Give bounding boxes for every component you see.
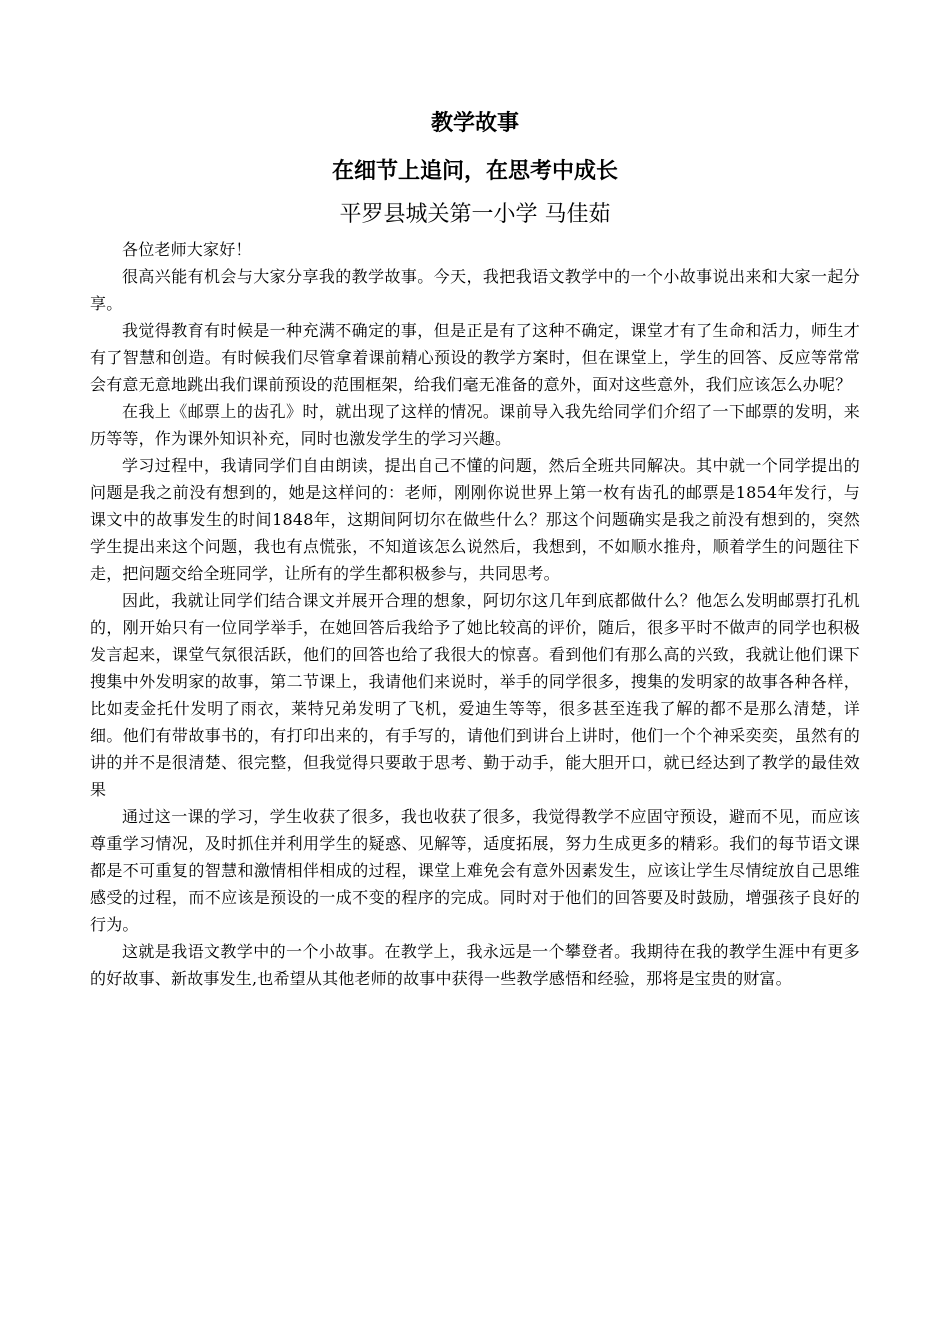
paragraph-class-discussion: 因此，我就让同学们结合课文并展开合理的想象，阿切尔这几年到底都做什么？他怎么发明邮票打孔机的，刚开始只有一位同学举手，在她回答后我给予了她比较高的评价，随后，很多平时不做声的同学也积极发言起来，课堂气氛很活跃，他们的回答也给了我很大的惊喜。看到他们有那么高的兴致，我就让他们课下搜集中外发明家的故事，第二节课上，我请他们来说时，举手的同学很多，搜集的发明家的故事各种各样，比如麦金托什发明了雨衣，莱特兄弟发明了飞机，爱迪生等等，很多甚至连我了解的都不是那么清楚，详细。他们有带故事书的，有打印出来的，有手写的，请他们到讲台上讲时，他们一个个神采奕奕，虽然有的讲的并不是很清楚、很完整，但我觉得只要敢于思考、勤于动手，能大胆开口，就已经达到了教学的最佳效果	[90, 591, 860, 799]
document-page	[90, 108, 860, 992]
paragraph-student-question: 学习过程中，我请同学们自由朗读，提出自己不懂的问题，然后全班共同解决。其中就一个同学提出的问题是我之前没有想到的，她是这样问的：老师，刚刚你说世界上第一枚有齿孔的邮票是1854年发行，与课文中的故事发生的时间1848年，这期间阿切尔在做些什么？那这个问题确实是我之前没有想到的，突然学生提出来这个问题，我也有点慌张，不知道该怎么说然后，我想到，不如顺水推舟，顺着学生的问题往下走，把问题交给全班同学，让所有的学生都积极参与，共同思考。	[90, 456, 860, 583]
paragraph-greeting: 各位老师大家好！	[122, 240, 252, 259]
author-line: 平罗县城关第一小学 马佳茹	[339, 202, 611, 227]
document-subtitle: 在细节上追问，在思考中成长	[331, 158, 618, 184]
paragraph-uncertainty: 我觉得教育有时候是一种充满不确定的事，但是正是有了这种不确定，课堂才有了生命和活力，师生才有了智慧和创造。有时候我们尽管拿着课前精心预设的教学方案时，但在课堂上，学生的回答、反应等常常会有意无意地跳出我们课前预设的范围框架，给我们毫无准备的意外，面对这些意外，我们应该怎么办呢？	[90, 321, 860, 394]
paragraph-conclusion: 这就是我语文教学中的一个小故事。在教学上，我永远是一个攀登者。我期待在我的教学生涯中有更多的好故事、新故事发生,也希望从其他老师的故事中获得一些教学感悟和经验，那将是宝贵的财富。	[90, 942, 860, 988]
document-title: 教学故事	[430, 110, 519, 136]
paragraph-reflection: 通过这一课的学习，学生收获了很多，我也收获了很多，我觉得教学不应固守预设，避而不见，而应该尊重学习情况，及时抓住并利用学生的疑惑、见解等，适度拓展，努力生成更多的精彩。我们的每节语文课都是不可重复的智慧和激情相伴相成的过程，课堂上难免会有意外因素发生，应该让学生尽情绽放自己思维感受的过程，而不应该是预设的一成不变的程序的完成。同时对于他们的回答要及时鼓励，增强孩子良好的行为。	[90, 807, 860, 934]
paragraph-lesson-context: 在我上《邮票上的齿孔》时，就出现了这样的情况。课前导入我先给同学们介绍了一下邮票的发明，来历等等，作为课外知识补充，同时也激发学生的学习兴趣。	[90, 402, 860, 448]
paragraph-intro: 很高兴能有机会与大家分享我的教学故事。今天，我把我语文教学中的一个小故事说出来和大家一起分享。	[90, 267, 860, 313]
